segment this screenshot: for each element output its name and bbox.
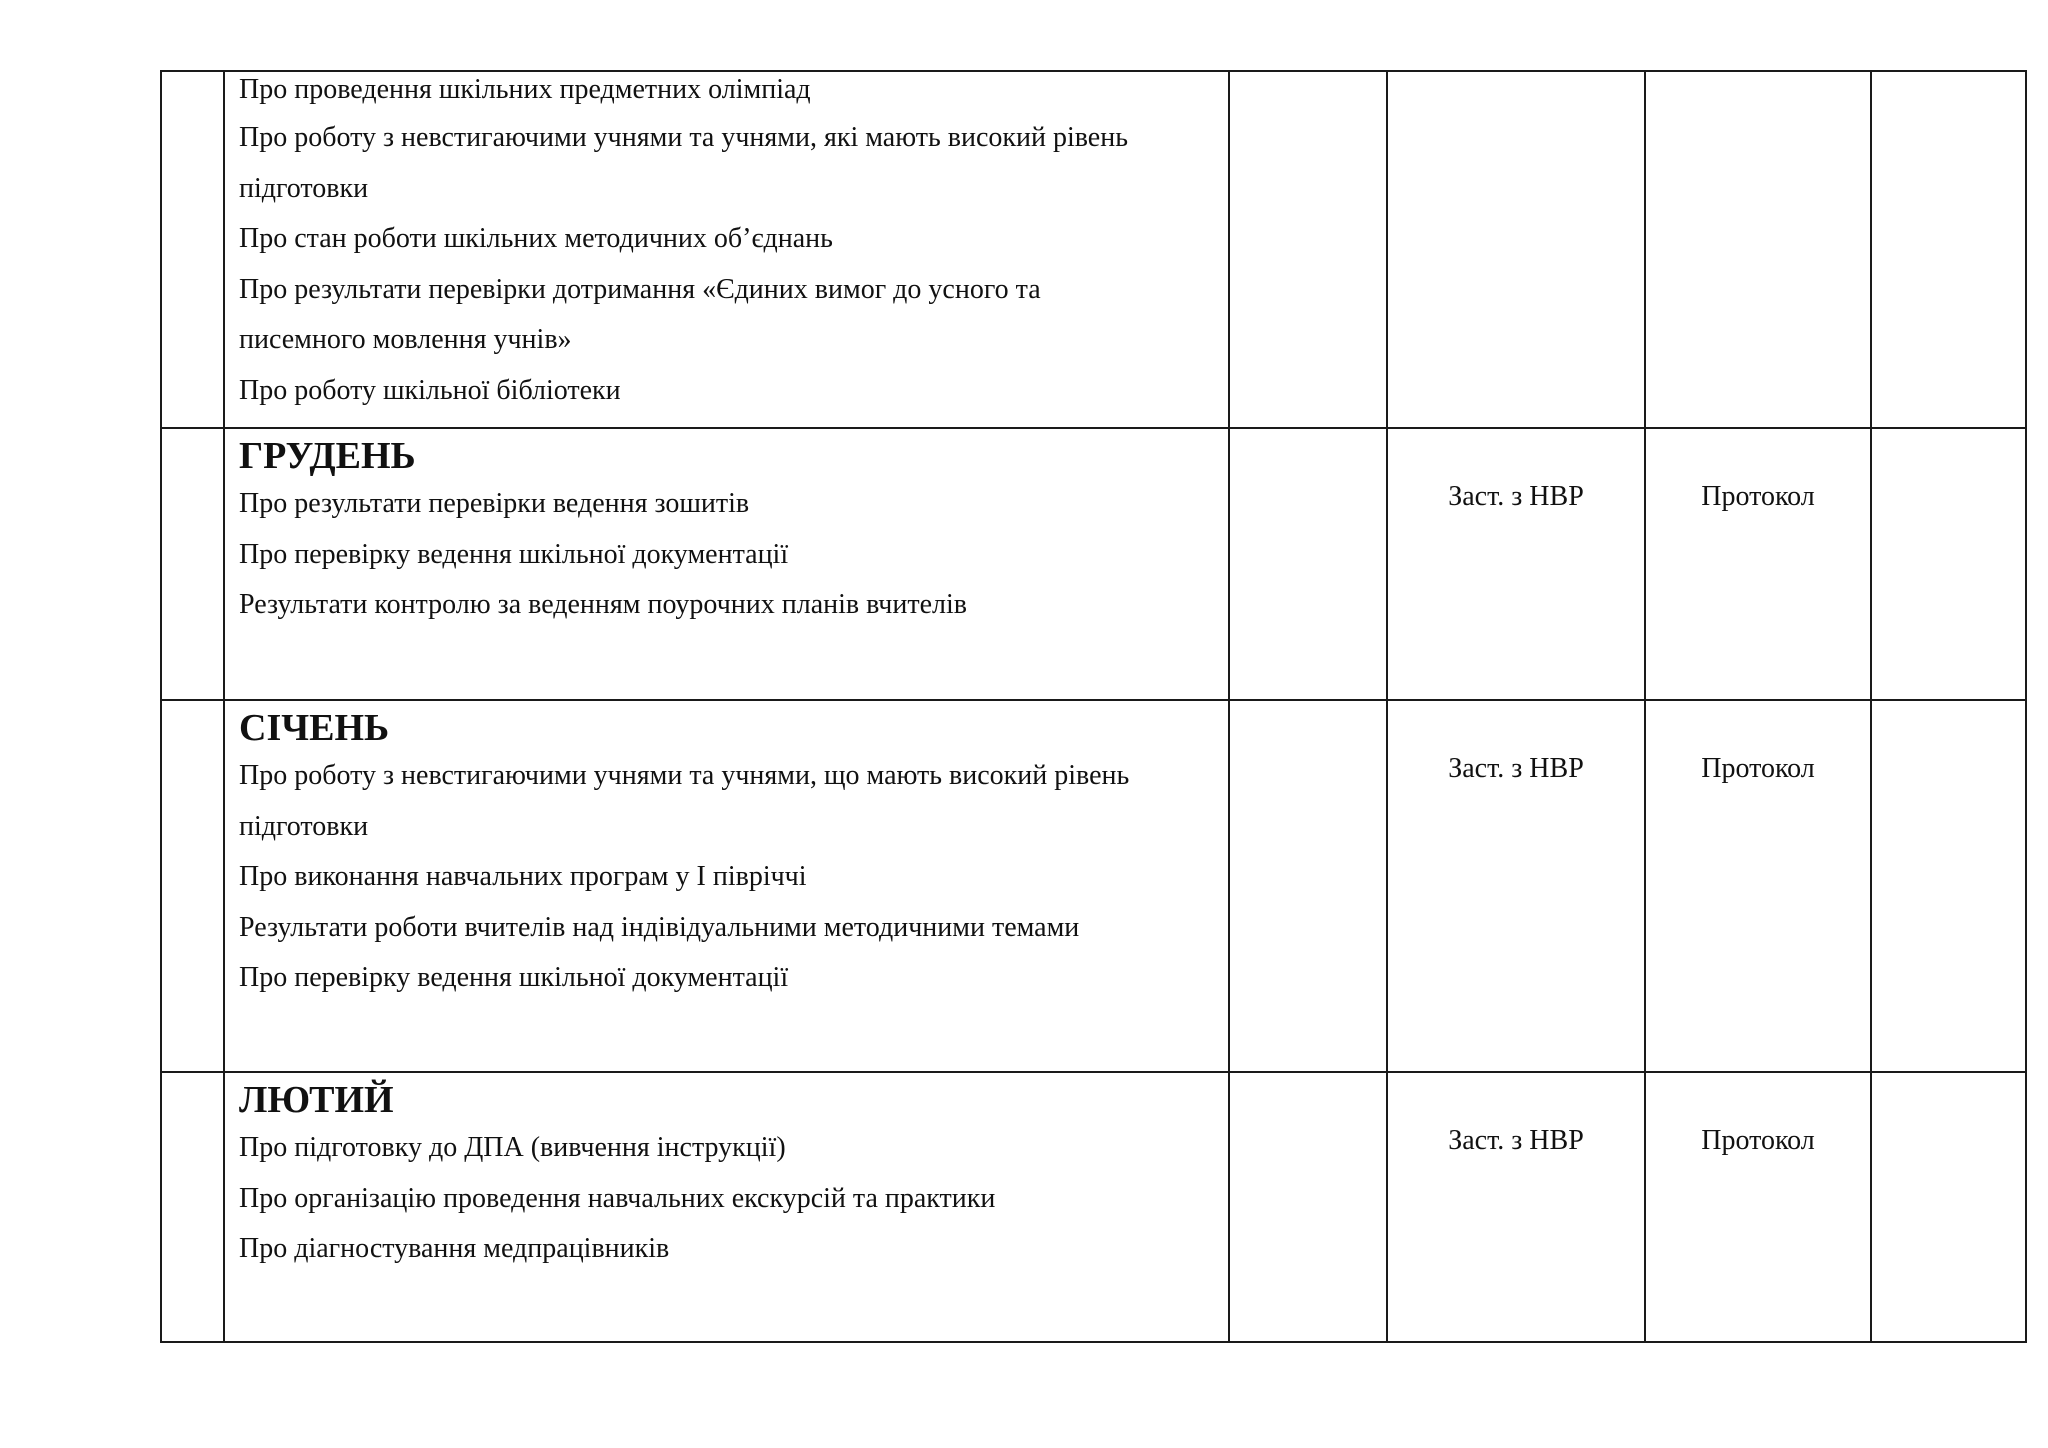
- form-cell: Протокол: [1645, 428, 1871, 700]
- content-cell: [224, 71, 1229, 428]
- agenda-item: Про організацію проведення навчальних екскурсій та практики: [239, 1182, 996, 1214]
- table-row: [161, 700, 2026, 1072]
- agenda-item: Про діагностування медпрацівників: [239, 1233, 670, 1264]
- agenda-item: Про роботу з невстигаючими учнями та учнями, що мають високий рівень: [239, 760, 1130, 791]
- agenda-item: Про підготовку до ДПА (вивчення інструкції): [239, 1132, 786, 1163]
- date-cell: [1229, 1072, 1387, 1342]
- note-cell: [1871, 700, 2026, 1072]
- table-row: [161, 428, 2026, 700]
- responsible-cell: [1387, 71, 1645, 428]
- agenda-item: Про роботу з невстигаючими учнями та учнями, які мають високий рівень: [239, 122, 1128, 153]
- agenda-item: Про перевірку ведення шкільної документації: [239, 538, 789, 570]
- agenda-item: підготовки: [239, 172, 369, 204]
- plan-table: [160, 70, 2027, 1343]
- date-cell: [1229, 700, 1387, 1072]
- agenda-item: Про результати перевірки дотримання «Єдиних вимог до усного та: [239, 273, 1041, 305]
- agenda-item: Про стан роботи шкільних методичних об’єднань: [239, 223, 833, 254]
- form-cell: Протокол: [1645, 1072, 1871, 1342]
- agenda-item: Про результати перевірки ведення зошитів: [239, 488, 750, 519]
- agenda-item: підготовки: [239, 810, 369, 842]
- responsible-cell: Заст. з НВР: [1387, 1072, 1645, 1342]
- agenda-item: писемного мовлення учнів»: [239, 324, 572, 355]
- table-row: [161, 1072, 2026, 1342]
- date-cell: [1229, 71, 1387, 428]
- content-cell: [224, 428, 1229, 700]
- number-cell: [161, 71, 224, 428]
- note-cell: [1871, 428, 2026, 700]
- agenda-item: Про перевірку ведення шкільної документації: [239, 962, 789, 993]
- note-cell: [1871, 71, 2026, 428]
- number-cell: [161, 700, 224, 1072]
- number-cell: [161, 1072, 224, 1342]
- form-cell: [1645, 71, 1871, 428]
- agenda-item: Про виконання навчальних програм у І півріччі: [239, 861, 807, 892]
- table-row: [161, 71, 2026, 428]
- content-cell: [224, 700, 1229, 1072]
- form-cell: Протокол: [1645, 700, 1871, 1072]
- agenda-item: Результати роботи вчителів над індівідуальними методичними темами: [239, 911, 1080, 943]
- agenda-item: Результати контролю за веденням поурочних планів вчителів: [239, 589, 967, 620]
- number-cell: [161, 428, 224, 700]
- responsible-cell: Заст. з НВР: [1387, 428, 1645, 700]
- agenda-item: Про проведення шкільних предметних олімпіад: [239, 74, 811, 105]
- date-cell: [1229, 428, 1387, 700]
- note-cell: [1871, 1072, 2026, 1342]
- month-heading: СІЧЕНЬ: [239, 707, 390, 749]
- agenda-item: Про роботу шкільної бібліотеки: [239, 374, 621, 406]
- month-heading: ГРУДЕНЬ: [239, 435, 416, 477]
- content-cell: [224, 1072, 1229, 1342]
- responsible-cell: Заст. з НВР: [1387, 700, 1645, 1072]
- month-heading: ЛЮТИЙ: [239, 1079, 394, 1121]
